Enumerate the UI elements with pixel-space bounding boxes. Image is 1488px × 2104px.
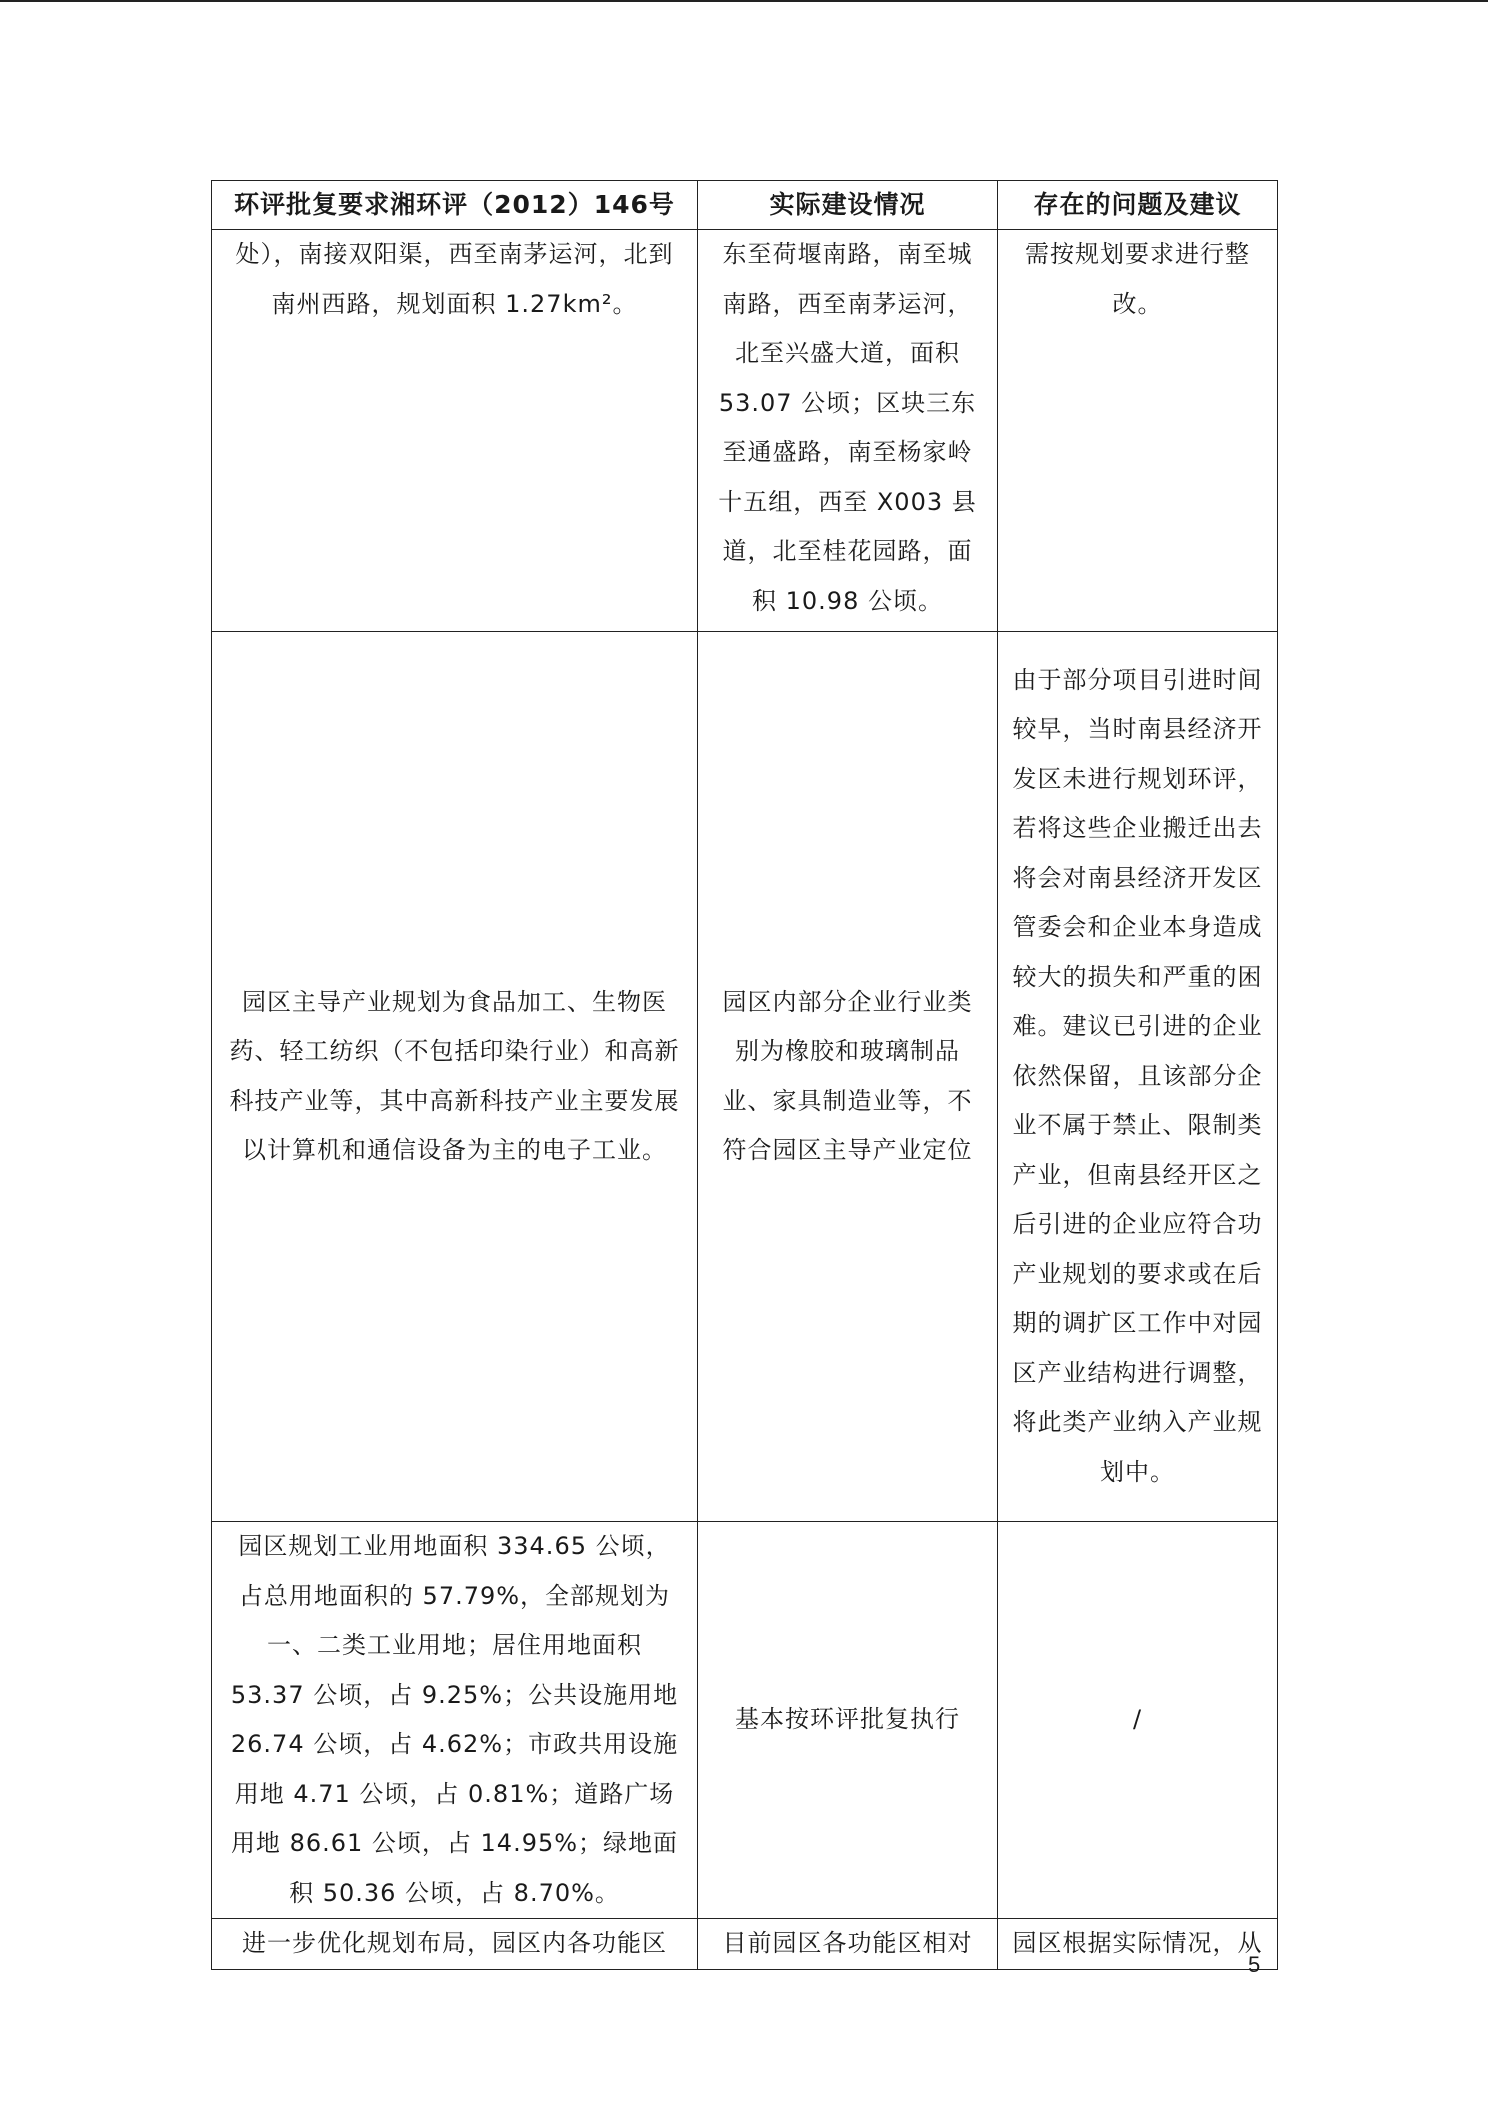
table-row [212, 1919, 1278, 1970]
cell-actual: 东至荷堰南路，南至城南路，西至南茅运河，北至兴盛大道，面积 53.07 公顷；区块三东至通盛路，南至杨家岭十五组，西至 X003 县道，北至桂花园路，面积 10.98 公顷。 [698, 230, 998, 632]
table-row [212, 1522, 1278, 1919]
eia-review-table [211, 180, 1278, 1970]
cell-actual: 目前园区各功能区相对 [698, 1919, 998, 1970]
cell-issue: 园区根据实际情况，从 [998, 1919, 1278, 1970]
page-top-border [0, 0, 1488, 2]
page-number: 5 [1248, 1952, 1261, 1977]
table-row [212, 632, 1278, 1522]
cell-actual: 园区内部分企业行业类别为橡胶和玻璃制品业、家具制造业等，不符合园区主导产业定位 [698, 632, 998, 1522]
table-row [212, 230, 1278, 632]
cell-issue: / [998, 1522, 1278, 1919]
header-issue: 存在的问题及建议 [998, 181, 1278, 230]
header-actual: 实际建设情况 [698, 181, 998, 230]
cell-actual: 基本按环评批复执行 [698, 1522, 998, 1919]
cell-requirement: 处），南接双阳渠，西至南茅运河，北到南州西路，规划面积 1.27km²。 [212, 230, 698, 632]
cell-requirement: 园区主导产业规划为食品加工、生物医药、轻工纺织（不包括印染行业）和高新科技产业等，其中高新科技产业主要发展以计算机和通信设备为主的电子工业。 [212, 632, 698, 1522]
header-requirement: 环评批复要求湘环评（2012）146号 [212, 181, 698, 230]
cell-requirement: 进一步优化规划布局，园区内各功能区 [212, 1919, 698, 1970]
cell-requirement: 园区规划工业用地面积 334.65 公顷，占总用地面积的 57.79%，全部规划为一、二类工业用地；居住用地面积 53.37 公顷，占 9.25%；公共设施用地 26.74 公顷，占 4.62%；市政共用设施用地 4.71 公顷，占 0.81%；道路广场用地 86.61 公顷，占 14.95%；绿地面积 50.36 公顷，占 8.70%。 [212, 1522, 698, 1919]
cell-issue: 需按规划要求进行整改。 [998, 230, 1278, 632]
table-header-row [212, 181, 1278, 230]
cell-issue: 由于部分项目引进时间较早，当时南县经济开发区未进行规划环评，若将这些企业搬迁出去将会对南县经济开发区管委会和企业本身造成较大的损失和严重的困难。建议已引进的企业依然保留，且该部分企业不属于禁止、限制类产业，但南县经开区之后引进的企业应符合功产业规划的要求或在后期的调扩区工作中对园区产业结构进行调整，将此类产业纳入产业规划中。 [998, 632, 1278, 1522]
